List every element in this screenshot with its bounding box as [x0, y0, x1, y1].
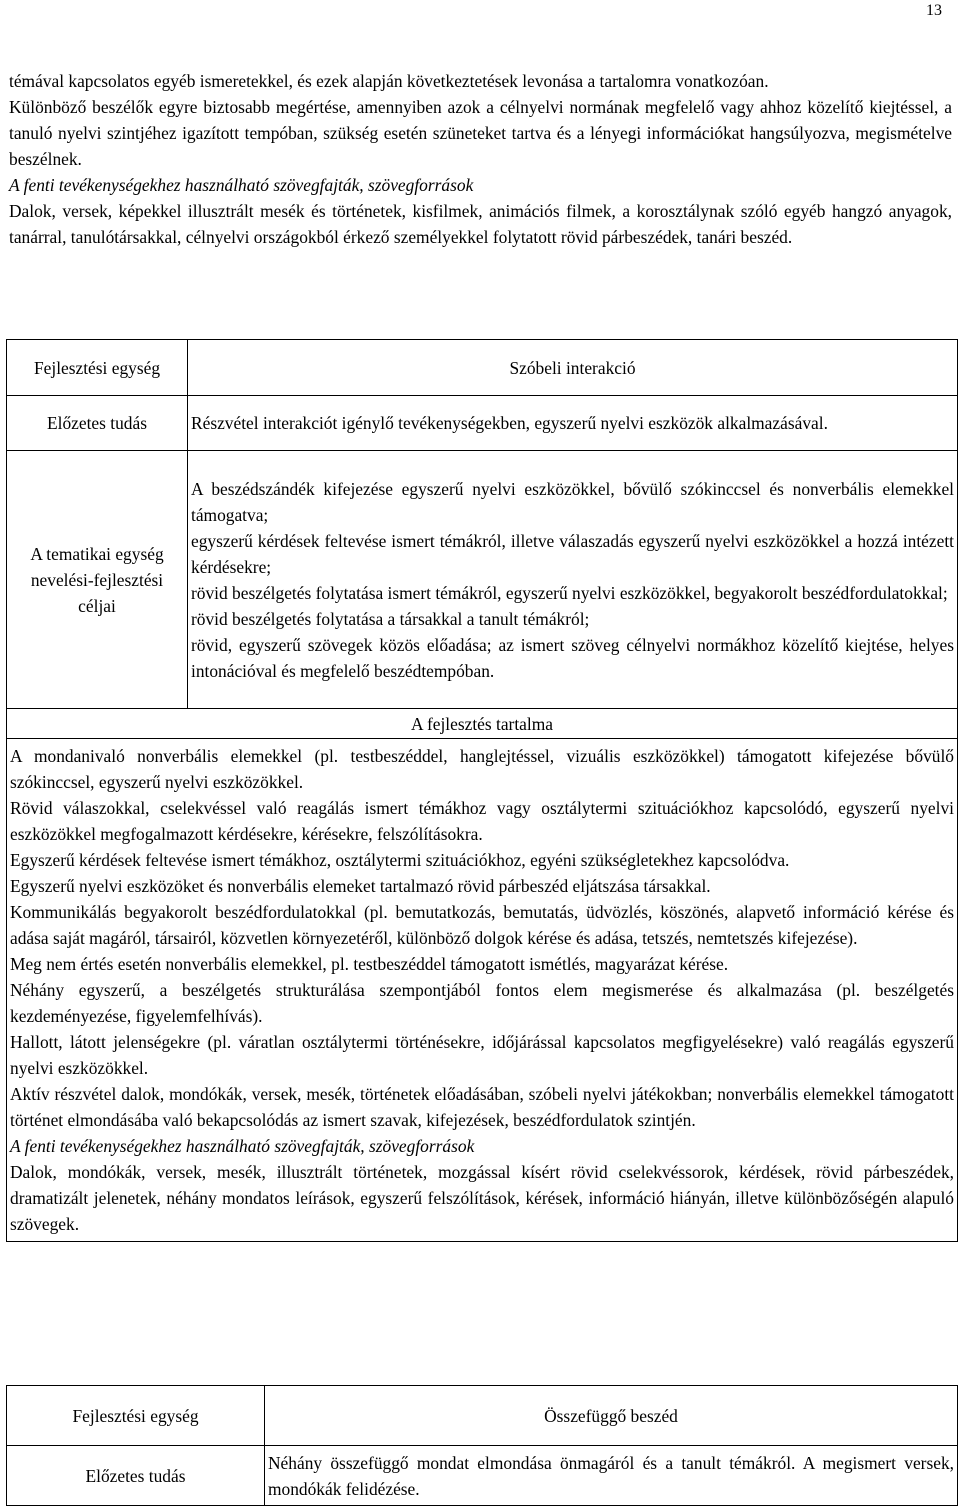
sources-text: Dalok, versek, képekkel illusztrált mesék és történetek, kisfilmek, animációs filmek, a korosztálynak szóló egyéb hangzó anyagok, tanárral, tanulótársakkal, célnyelvi országokból érkező személyekkel folytatott rövid párbeszédek, tanári beszéd. [9, 201, 952, 247]
unit-table-coherent-speech [6, 1385, 958, 1506]
goal-item: A beszédszándék kifejezése egyszerű nyelvi eszközökkel, bővülő szókinccsel és nonverbális elemekkel támogatva; [191, 478, 954, 525]
content-item: Hallott, látott jelenségekre (pl. váratlan osztálytermi történésekre, időjárással kapcsolatos megfigyelésekre) való reagálás egyszerű nyelvi eszközökkel. [10, 1032, 954, 1078]
sources-heading: A fenti tevékenységekhez használható szövegfajták, szövegforrások [10, 1136, 475, 1156]
intro-paragraph: témával kapcsolatos egyéb ismeretekkel, és ezek alapján következtetések levonása a tartalomra vonatkozóan. [9, 71, 769, 91]
content-heading-cell [7, 709, 958, 739]
unit-title: Összefüggő beszéd [544, 1405, 678, 1426]
prior-knowledge-text: Néhány összefüggő mondat elmondása önmagáról és a tanult témákról. A megismert versek, mondókák felidézése. [268, 1452, 954, 1499]
goal-item: rövid, egyszerű szövegek közös előadása; az ismert szöveg célnyelvi normákhoz közelítő kiejtése, helyes intonációval és megfelelő beszédtempóban. [191, 634, 954, 681]
unit-title-cell [265, 1386, 958, 1446]
goals-label: A tematikai egység nevelési-fejlesztési céljai [30, 543, 164, 616]
content-item: Rövid válaszokkal, cselekvéssel való reagálás ismert témákhoz vagy osztálytermi szituációkhoz kapcsolódó, egyszerű nyelvi eszközökkel megfogalmazott kérdésekre, kérésekre, felszólításokra. [10, 798, 954, 844]
page-number: 13 [926, 2, 942, 19]
content-item: A mondanivaló nonverbális elemekkel (pl. testbeszéddel, hanglejtéssel, vizuális eszközökkel) támogatott kifejezése bővülő szókinccsel, egyszerű nyelvi eszközökkel. [10, 746, 954, 792]
unit-label-cell [7, 340, 188, 396]
content-item: Kommunikálás begyakorolt beszédfordulatokkal (pl. bemutatkozás, bemutatás, üdvözlés, köszönés, alapvető információ kérése és adása saját magáról, társairól, közvetlen környezetéről, különböző dolgok kérése és adása, tetszés, nemtetszés kifejezése). [10, 902, 954, 948]
goal-item: egyszerű kérdések feltevése ismert témákról, illetve válaszadás egyszerű nyelvi eszközökkel a hozzá intézett kérdésekre; [191, 530, 954, 577]
intro-paragraph: Különböző beszélők egyre biztosabb megértése, amennyiben azok a célnyelvi normának megfelelő vagy ahhoz közelítő kiejtéssel, a tanuló nyelvi szintjéhez igazított tempóban, szükség esetén szüneteket tartva és a lényegi információkat hangsúlyozva, megismételve beszélnek. [9, 97, 952, 169]
unit-table-oral-interaction [6, 339, 958, 1242]
prior-label-cell [7, 396, 188, 451]
prior-knowledge-label: Előzetes tudás [85, 1465, 186, 1486]
unit-title: Szóbeli interakció [509, 357, 636, 378]
unit-label: Fejlesztési egység [72, 1405, 199, 1426]
content-heading: A fejlesztés tartalma [411, 713, 553, 734]
prior-label-cell [7, 1446, 265, 1506]
intro-section [9, 68, 952, 250]
goal-item: rövid beszélgetés folytatása a társakkal a tanult témákról; [191, 608, 590, 629]
prior-knowledge-text: Részvétel interakciót igénylő tevékenységekben, egyszerű nyelvi eszközök alkalmazásával. [191, 413, 828, 433]
unit-label: Fejlesztési egység [33, 357, 161, 378]
unit-label-cell [7, 1386, 265, 1446]
prior-text-cell [265, 1446, 958, 1506]
prior-knowledge-label: Előzetes tudás [47, 413, 147, 433]
prior-text-cell [188, 396, 958, 451]
content-cell [7, 739, 958, 1242]
content-item: Meg nem értés esetén nonverbális elemekkel, pl. testbeszéddel támogatott ismétlés, magyarázat kérése. [10, 954, 729, 974]
content-item: Néhány egyszerű, a beszélgetés strukturálása szempontjából fontos elem megismerése és alkalmazása (pl. beszélgetés kezdeményezése, figyelemfelhívás). [10, 980, 954, 1026]
goals-label-cell [7, 451, 188, 709]
goals-cell [188, 451, 958, 709]
content-item: Egyszerű kérdések feltevése ismert témákhoz, osztálytermi szituációkhoz, egyéni szükségletekhez kapcsolódva. [10, 850, 790, 870]
content-item: Egyszerű nyelvi eszközöket és nonverbális elemeket tartalmazó rövid párbeszéd eljátszása társakkal. [10, 876, 711, 896]
unit-title-cell [188, 340, 958, 396]
goal-item: rövid beszélgetés folytatása ismert témákról, egyszerű nyelvi eszközökkel, begyakorolt beszédfordulatokkal; [191, 582, 948, 603]
sources-heading: A fenti tevékenységekhez használható szövegfajták, szövegforrások [9, 175, 474, 195]
content-item: Aktív részvétel dalok, mondókák, versek, mesék, történetek előadásában, szóbeli nyelvi játékokban; nonverbális elemekkel támogatott történet elmondásába való bekapcsolódás az ismert szavak, kifejezések, beszédfordulatok szintjén. [10, 1084, 954, 1130]
sources-text: Dalok, mondókák, versek, mesék, illusztrált történetek, mozgással kísért rövid cselekvéssorok, kérdések, rövid párbeszédek, dramatizált jelenetek, néhány mondatos leírások, egyszerű felszólítások, kérések, információ hiányán, illetve különbözőségén alapuló szövegek. [10, 1162, 954, 1234]
